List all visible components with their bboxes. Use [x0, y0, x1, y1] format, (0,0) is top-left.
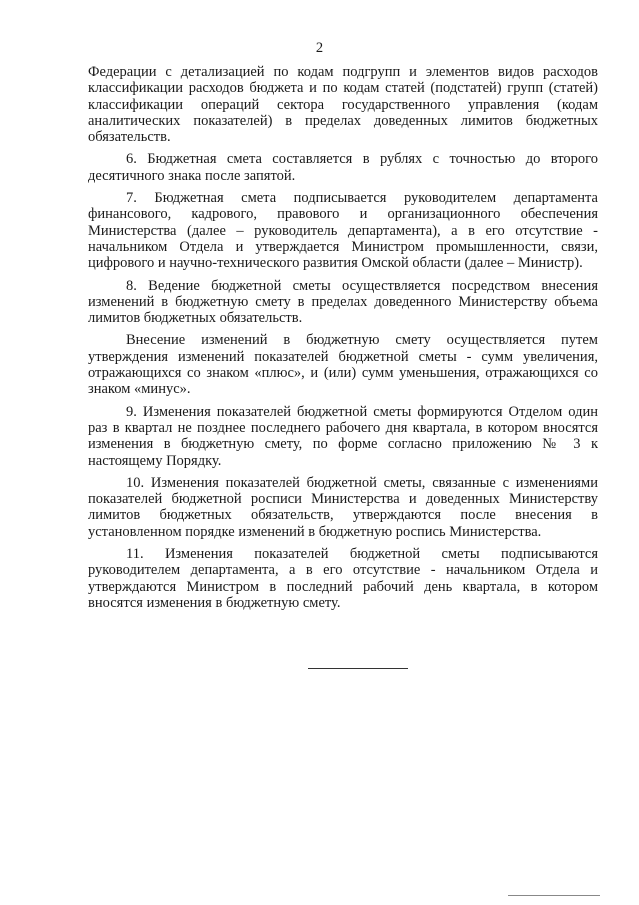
paragraph-continuation: Федерации с детализацией по кодам подгрупп и элементов видов расходов классификации расходов бюджета и по кодам статей (подстатей) групп (статей) классификации операций сектора государственного управления (кодам аналитических показателей) в пределах доведенных лимитов бюджетных обязательств. [88, 64, 598, 146]
paragraph-item-6: 6. Бюджетная смета составляется в рублях с точностью до второго десятичного знака после запятой. [88, 151, 598, 184]
document-body [88, 64, 598, 611]
paragraph-item-7: 7. Бюджетная смета подписывается руководителем департамента финансового, кадрового, правового и организационного обеспечения Министерства (далее – руководитель департамента), а в его отсутствие - начальником Отдела и утверждается Министром промышленности, связи, цифрового и научно-технического развития Омской области (далее – Министр). [88, 190, 598, 272]
paragraph-item-8-amendments: Внесение изменений в бюджетную смету осуществляется путем утверждения изменений показателей бюджетной сметы - сумм увеличения, отражающихся со знаком «плюс», и (или) сумм уменьшения, отражающихся со знаком «минус». [88, 332, 598, 398]
paragraph-item-11: 11. Изменения показателей бюджетной сметы подписываются руководителем департамента, а в его отсутствие - начальником Отдела и утверждаются Министром в последний рабочий день квартала, в котором вносятся изменения в бюджетную смету. [88, 546, 598, 611]
paragraph-item-8: 8. Ведение бюджетной сметы осуществляется посредством внесения изменений в бюджетную смету в пределах доведенного Министерству объема лимитов бюджетных обязательств. [88, 277, 598, 327]
paragraph-item-10: 10. Изменения показателей бюджетной сметы, связанные с изменениями показателей бюджетной росписи Министерства и доведенных Министерству лимитов бюджетных обязательств, утверждаются после внесения в установленном порядке изменений в бюджетную роспись Министерства. [88, 474, 598, 540]
end-of-text-separator [308, 668, 408, 669]
page-number: 2 [315, 40, 324, 56]
paragraph-item-9: 9. Изменения показателей бюджетной сметы формируются Отделом один раз в квартал не позднее последнего рабочего дня квартала, в котором вносятся изменения в бюджетную смету, по форме согласно приложению № 3 к настоящему Порядку. [88, 403, 598, 469]
footer-rule [508, 895, 600, 896]
